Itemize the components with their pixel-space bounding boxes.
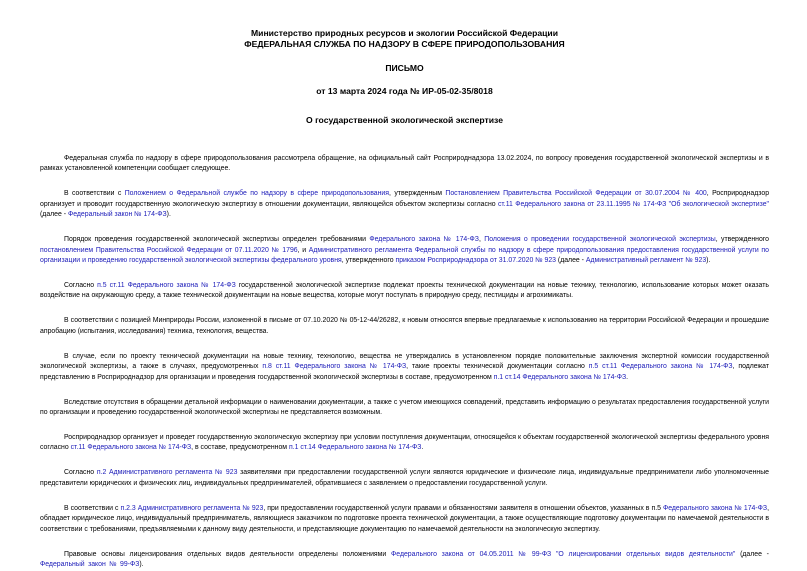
paragraph-text: , такие проекты технической документации согласно bbox=[406, 363, 589, 371]
paragraph-text: Федеральная служба по надзору в сфере природопользования рассмотрела обращение, на официальный сайт Росприроднадзора 13.02.2024, по вопросу проведения государственной экологической экспертизы и в рамках установленной компетенции сообщает следующее. bbox=[40, 155, 769, 173]
document-link[interactable]: Федерального закона от 04.05.2011 № 99-ФЗ "О лицензировании отдельных видов деятельности" bbox=[391, 550, 736, 558]
paragraph-text: Порядок проведения государственной экологической экспертизы определен требованиями bbox=[64, 236, 370, 244]
paragraph-text: Вследствие отсутствия в обращении детальной информации о наименовании документации, а также с учетом имеющихся совпадений, представить информацию о результатах предоставления государственной услуги по организации и проведению государственной экологической экспертизы не представляется возможным. bbox=[40, 398, 769, 417]
body-paragraph bbox=[40, 468, 769, 489]
document-link[interactable]: Постановлением Правительства Российской Федерации от 30.07.2004 № 400 bbox=[445, 190, 707, 198]
paragraph-text: , обладает юридическое лицо, индивидуальный предприниматель, являющиеся заказчиком по подготовке проекта технической документации, а также осуществляющие подготовку документации по намечаемой деятельности в соответствии с требованиями, предъявляемыми к данному виду деятельности, и представляющие документацию по намечаемой деятельности на экологическую экспертизу. bbox=[40, 504, 769, 533]
paragraph-text: (далее - bbox=[40, 211, 68, 219]
document-link[interactable]: п.8 ст.11 Федерального закона № 174-ФЗ bbox=[262, 363, 407, 371]
paragraph-text: , и bbox=[297, 246, 309, 254]
paragraph-text: . bbox=[421, 444, 424, 452]
document-link[interactable]: Административный регламент № 923 bbox=[585, 257, 707, 265]
document-link[interactable]: приказом Росприроднадзора от 31.07.2020 № 923 bbox=[395, 257, 556, 265]
paragraph-text: (далее - bbox=[556, 257, 586, 265]
letter-header bbox=[40, 0, 769, 126]
paragraph-text: ). bbox=[166, 211, 171, 219]
paragraph-text: ). bbox=[139, 561, 144, 569]
paragraph-text: Росприроднадзор организует и проведет государственную экологическую экспертизу при условии поступления документации, относящейся к объектам государственной экологической экспертизы федерального уровня согласно bbox=[40, 434, 769, 452]
body-paragraph bbox=[40, 352, 769, 383]
document-link[interactable]: Федерального закона № 174-ФЗ bbox=[662, 504, 768, 512]
paragraph-text: , утвержденного bbox=[715, 236, 769, 244]
document-link[interactable]: постановлением Правительства Российской Федерации от 07.11.2020 № 1796 bbox=[40, 246, 298, 254]
document-number: от 13 марта 2024 года № ИР-05-02-35/8018 bbox=[316, 86, 493, 96]
body-paragraph bbox=[40, 235, 769, 266]
body-paragraph bbox=[40, 504, 769, 535]
body-paragraph bbox=[40, 281, 769, 302]
document-link[interactable]: Административного регламента Федеральной службы по надзору в сфере природопользования предоставления государственной услуги по организации и проведению государственной экологической экспертизы федерального уровня bbox=[40, 246, 769, 265]
paragraph-text: , при предоставлении государственной услуги правами и обязанностями заявителя в отношении объектов, указанных в п.5 bbox=[263, 504, 663, 512]
document-link[interactable]: Федеральный закон № 99-ФЗ bbox=[40, 561, 140, 569]
letter-body bbox=[40, 154, 769, 571]
document-link[interactable]: ст.11 Федерального закона от 23.11.1995 № 174-ФЗ "Об экологической экспертизе" bbox=[497, 200, 769, 208]
document-link[interactable]: п.2 Административного регламента № 923 bbox=[96, 469, 238, 477]
paragraph-text: ). bbox=[706, 257, 711, 265]
paragraph-text: . bbox=[626, 373, 629, 381]
document-link[interactable]: Федеральный закон № 174-ФЗ bbox=[67, 211, 167, 219]
document-link[interactable]: ст.11 Федерального закона № 174-ФЗ bbox=[70, 444, 192, 452]
document-link[interactable]: Федерального закона № 174-ФЗ bbox=[369, 236, 479, 244]
document-link[interactable]: п.1 ст.14 Федерального закона № 174-ФЗ bbox=[288, 444, 422, 452]
body-paragraph bbox=[40, 154, 769, 175]
paragraph-text: Согласно bbox=[64, 469, 97, 477]
paragraph-text: , утвержденного bbox=[341, 257, 396, 265]
document-link[interactable]: п.5 ст.11 Федерального закона № 174-ФЗ bbox=[588, 363, 733, 371]
document-type: ПИСЬМО bbox=[385, 63, 424, 73]
body-paragraph bbox=[40, 398, 769, 419]
paragraph-text: В случае, если по проекту технической документации на новые технику, технологию, вещества не утверждались в установленном порядке положительные заключения экспертной комиссии государственной экологической экспертизы, а также в случаях, предусмотренных bbox=[40, 352, 769, 371]
document-link[interactable]: п.5 ст.11 Федерального закона № 174-ФЗ bbox=[97, 282, 236, 290]
paragraph-text: Правовые основы лицензирования отдельных видов деятельности определены положениями bbox=[64, 550, 392, 558]
paragraph-text: , bbox=[478, 236, 485, 244]
paragraph-text: (далее - bbox=[735, 550, 769, 558]
document-link[interactable]: п.2.3 Административного регламента № 923 bbox=[120, 504, 264, 512]
paragraph-text: государственной экологической экспертизе подлежат проекты технической документации на новые технику, технологию, использование которых может оказать воздействие на окружающую среду, а также технической документации на новые вещества, которые могут поступать в природную среду, пестициды и агрохимикаты. bbox=[40, 282, 769, 300]
ministry-name: Министерство природных ресурсов и экологии Российской Федерации bbox=[251, 28, 558, 38]
body-paragraph bbox=[40, 316, 769, 337]
paragraph-text: В соответствии с позицией Минприроды России, изложенной в письме от 07.10.2020 № 05-12-44/26282, к новым относятся впервые предлагаемые к использованию на территории Российской Федерации и прошедшие апробацию (испытания, исследования) техника, технология, вещества. bbox=[40, 317, 769, 335]
body-paragraph bbox=[40, 189, 769, 220]
paragraph-text: Согласно bbox=[64, 282, 98, 290]
paragraph-text: , подлежат представлению в Росприроднадзор для организации и проведения государственной экологической экспертизы в составе, предусмотренном bbox=[40, 363, 769, 381]
paragraph-text: , утвержденным bbox=[389, 190, 446, 198]
paragraph-text: В соответствии с bbox=[64, 504, 121, 512]
document-link[interactable]: Положением о Федеральной службе по надзору в сфере природопользования bbox=[124, 190, 390, 198]
service-name: ФЕДЕРАЛЬНАЯ СЛУЖБА ПО НАДЗОРУ В СФЕРЕ ПРИРОДОПОЛЬЗОВАНИЯ bbox=[244, 39, 565, 49]
document-subject: О государственной экологической экспертизе bbox=[306, 115, 503, 125]
paragraph-text: , в составе, предусмотренном bbox=[191, 444, 289, 452]
paragraph-text: заявителями при предоставлении государственной услуги являются юридические и физические лица, индивидуальные предприниматели либо уполномоченные представители юридических и физических лиц, индивидуальных предпринимателей, обратившиеся с заявлением о предоставлении государственной услуги. bbox=[40, 469, 769, 487]
body-paragraph bbox=[40, 550, 769, 571]
body-paragraph bbox=[40, 433, 769, 454]
document-link[interactable]: Положения о проведении государственной экологической экспертизы bbox=[484, 236, 716, 244]
paragraph-text: В соответствии с bbox=[64, 190, 125, 198]
paragraph-text: , Росприроднадзор организует и проводит государственную экологическую экспертизу в отношении документации, являющейся объектом экспертизы согласно bbox=[40, 190, 770, 208]
document-link[interactable]: п.1 ст.14 Федерального закона № 174-ФЗ bbox=[493, 373, 627, 381]
